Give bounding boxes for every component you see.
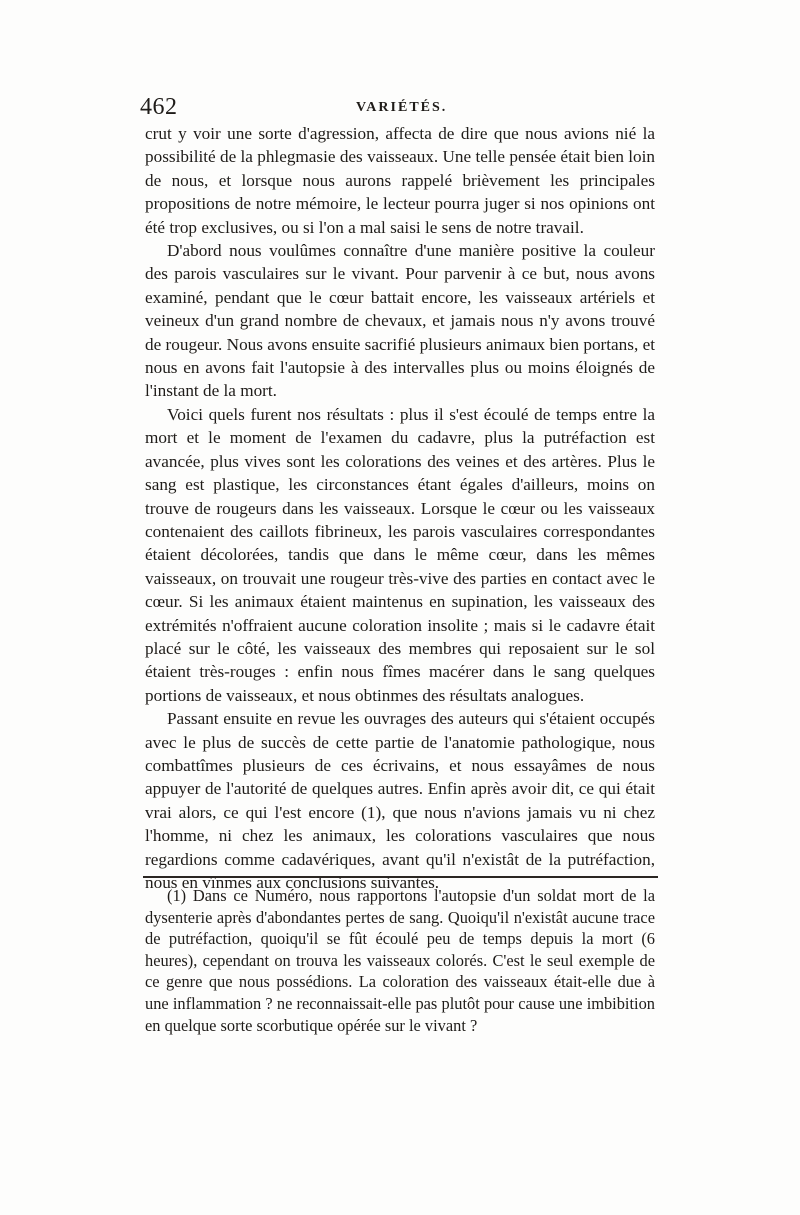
running-head: VARIÉTÉS. — [356, 100, 448, 115]
body-text — [145, 122, 655, 894]
footnote-rule — [143, 876, 658, 878]
footnote — [145, 885, 655, 1036]
paragraph: Voici quels furent nos résultats : plus il s'est écoulé de temps entre la mort et le moment de l'examen du cadavre, plus la putréfaction est avancée, plus vives sont les colorations des veines et des artères. Plus le sang est plastique, les circonstances étant égales d'ailleurs, moins on trouve de rougeurs dans les vaisseaux. Lorsque le cœur ou les vaisseaux contenaient des caillots fibrineux, les parois vasculaires correspondantes étaient décolorées, tandis que dans le même cœur, dans les mêmes vaisseaux, on trouvait une rougeur très-vive des parties en contact avec le cœur. Si les animaux étaient maintenus en supination, les vaisseaux des extrémités n'offraient aucune coloration insolite ; mais si le cadavre était placé sur le côté, les vaisseaux des membres qui reposaient sur le sol étaient très-rouges : enfin nous fîmes macérer dans le sang quelques portions de vaisseaux, et nous obtinmes des résultats analogues. — [145, 404, 655, 705]
footnote-text: (1) Dans ce Numéro, nous rapportons l'autopsie d'un soldat mort de la dysenterie après d'abondantes pertes de sang. Quoiqu'il n'existât aucune trace de putréfaction, quoiqu'il se fût écoulé peu de temps depuis la mort (6 heures), cependant on trouva les vaisseaux colorés. C'est le seul exemple de ce genre que nous possédions. La coloration des vaisseaux était-elle due à une inflammation ? ne reconnaissait-elle pas plutôt pour cause une imbibition en quelque sorte scorbutique opérée sur le vivant ? — [145, 886, 655, 1035]
page-number: 462 — [140, 94, 178, 120]
paragraph: Passant ensuite en revue les ouvrages des auteurs qui s'étaient occupés avec le plus de succès de cette partie de l'anatomie pathologique, nous combattîmes plusieurs de ces écrivains, et nous essayâmes de nous appuyer de l'autorité de quelques autres. Enfin après avoir dit, ce qui était vrai alors, ce qui l'est encore (1), que nous n'avions jamais vu ni chez l'homme, ni chez les animaux, les colorations vasculaires que nous regardions comme cadavériques, avant qu'il n'existât de la putréfaction, nous en vînmes aux conclusions suivantes. — [145, 709, 655, 892]
paragraph: crut y voir une sorte d'agression, affecta de dire que nous avions nié la possibilité de la phlegmasie des vaisseaux. Une telle pensée était bien loin de nous, et lorsque nous aurons rappelé brièvement les principales propositions de notre mémoire, le lecteur pourra juger si nos opinions ont été trop exclusives, ou si l'on a mal saisi le sens de notre travail. — [145, 124, 655, 237]
page-header — [140, 94, 660, 124]
paragraph: D'abord nous voulûmes connaître d'une manière positive la couleur des parois vasculaires sur le vivant. Pour parvenir à ce but, nous avons examiné, pendant que le cœur battait encore, les vaisseaux artériels et veineux d'un grand nombre de chevaux, et jamais nous n'y avons trouvé de rougeur. Nous avons ensuite sacrifié plusieurs animaux bien portans, et nous en avons fait l'autopsie à des intervalles plus ou moins éloignés de l'instant de la mort. — [145, 241, 655, 401]
